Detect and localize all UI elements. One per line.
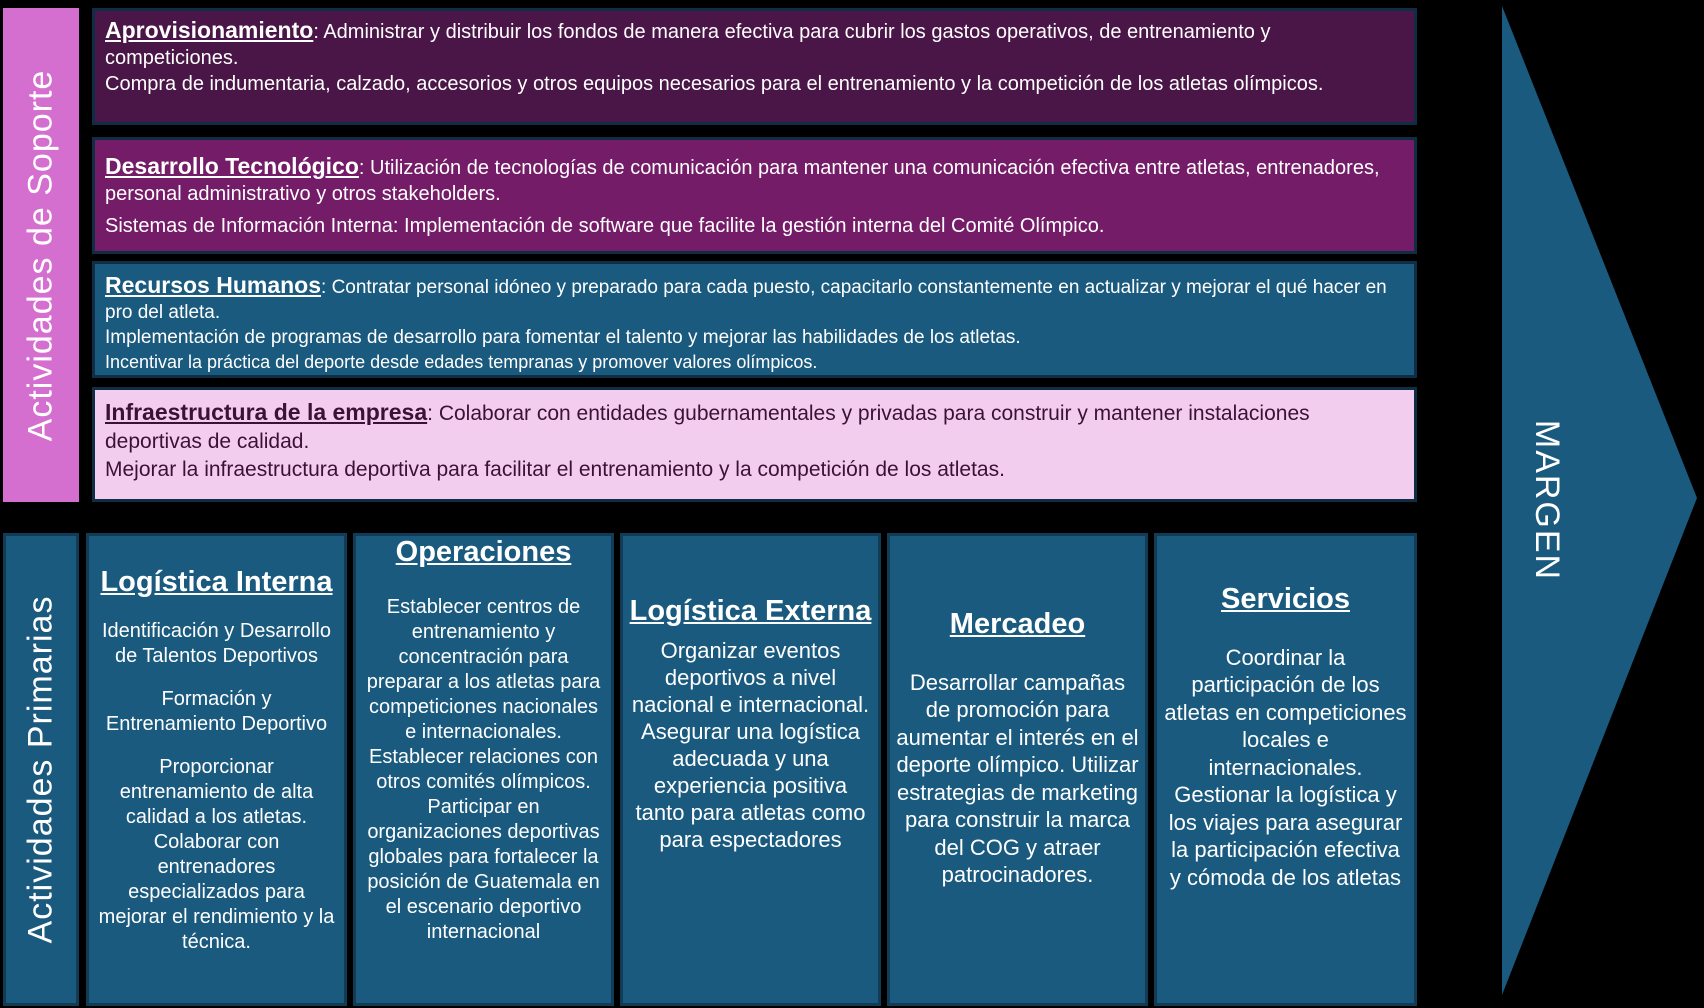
servicios-column [1154, 533, 1417, 1006]
logistica-interna-item2: Formación y Entrenamiento Deportivo [105, 688, 328, 735]
operaciones-column [353, 533, 614, 1006]
logistica-interna-title: Logística Interna [100, 566, 333, 598]
infra-line1: Infraestructura de la empresa: Colaborar con entidades gubernamentales y privadas para construir y mantener instalaciones deportivas de calidad. [105, 399, 1310, 453]
margin-label: MARGEN [1528, 419, 1567, 581]
logistica-externa-text: Organizar eventos deportivos a nivel nacional e internacional. Asegurar una logística adecuada y una experiencia positiva tanto para atletas como para espectadores [631, 638, 870, 852]
operaciones-text: Establecer centros de entrenamiento y concentración para preparar a los atletas para competiciones nacionales e internacionales. Establecer relaciones con otros comités olímpicos. Participar en organizaciones deportivas globales para fortalecer la posición de Guatemala en el escenario deportivo internacional [366, 596, 601, 943]
primary-label: Actividades Primarias [3, 533, 79, 1006]
mercadeo-text: Desarrollar campañas de promoción para aumentar el interés en el deporte olímpico. Utilizar estrategias de marketing para construir la marca del COG y atraer patrocinadores. [896, 669, 1139, 887]
aprovisionamiento-box [92, 8, 1417, 125]
rrhh-line2: Implementación de programas de desarrollo para fomentar el talento y mejorar las habilidades de los atletas. [105, 327, 1021, 348]
rrhh-title: Recursos Humanos [105, 272, 322, 298]
infra-line2: Mejorar la infraestructura deportiva para facilitar el entrenamiento y la competición de los atletas. [105, 458, 1005, 481]
desarrollo-title: Desarrollo Tecnológico [105, 153, 359, 179]
operaciones-title: Operaciones [395, 536, 572, 568]
rrhh-line3: Incentivar la práctica del deporte desde edades tempranas y promover valores olímpicos. [105, 352, 818, 372]
infra-box [92, 387, 1417, 502]
logistica-externa-title: Logística Externa [629, 595, 872, 627]
servicios-text: Coordinar la participación de los atletas en competiciones locales e internacionales. Gestionar la logística y los viajes para asegurar la participación efectiva y cómoda de los atletas [1164, 644, 1407, 890]
desarrollo-box [92, 137, 1417, 254]
mercadeo-title: Mercadeo [949, 608, 1086, 640]
desarrollo-line1: Desarrollo Tecnológico: Utilización de tecnologías de comunicación para mantener una comunicación efectiva entre atletas, entrenadores, personal administrativo y otros stakeholders. [105, 153, 1380, 205]
support-label: Actividades de Soporte [3, 8, 79, 502]
rrhh-box [92, 261, 1417, 378]
logistica-interna-item3: Proporcionar entrenamiento de alta calidad a los atletas. Colaborar con entrenadores especializados para mejorar el rendimiento y la técnica. [98, 756, 335, 953]
logistica-externa-column [620, 533, 881, 1006]
rrhh-line1: Recursos Humanos: Contratar personal idóneo y preparado para cada puesto, capacitarlo constantemente en actualizar y mejorar el qué hacer en pro del atleta. [105, 272, 1387, 323]
servicios-title: Servicios [1221, 583, 1350, 615]
logistica-interna-item1: Identificación y Desarrollo de Talentos Deportivos [102, 620, 331, 667]
infra-title: Infraestructura de la empresa [105, 399, 428, 425]
aprovisionamiento-line2: Compra de indumentaria, calzado, accesorios y otros equipos necesarios para el entrenamiento y la competición de los atletas olímpicos. [105, 73, 1324, 95]
aprovisionamiento-title: Aprovisionamiento [105, 17, 314, 43]
logistica-interna-column [86, 533, 347, 1006]
mercadeo-column [887, 533, 1148, 1006]
aprovisionamiento-line1: Aprovisionamiento: Administrar y distribuir los fondos de manera efectiva para cubrir los gastos operativos, de entrenamiento y competiciones. [105, 17, 1271, 69]
desarrollo-line2: Sistemas de Información Interna: Implementación de software que facilite la gestión interna del Comité Olímpico. [105, 215, 1105, 237]
